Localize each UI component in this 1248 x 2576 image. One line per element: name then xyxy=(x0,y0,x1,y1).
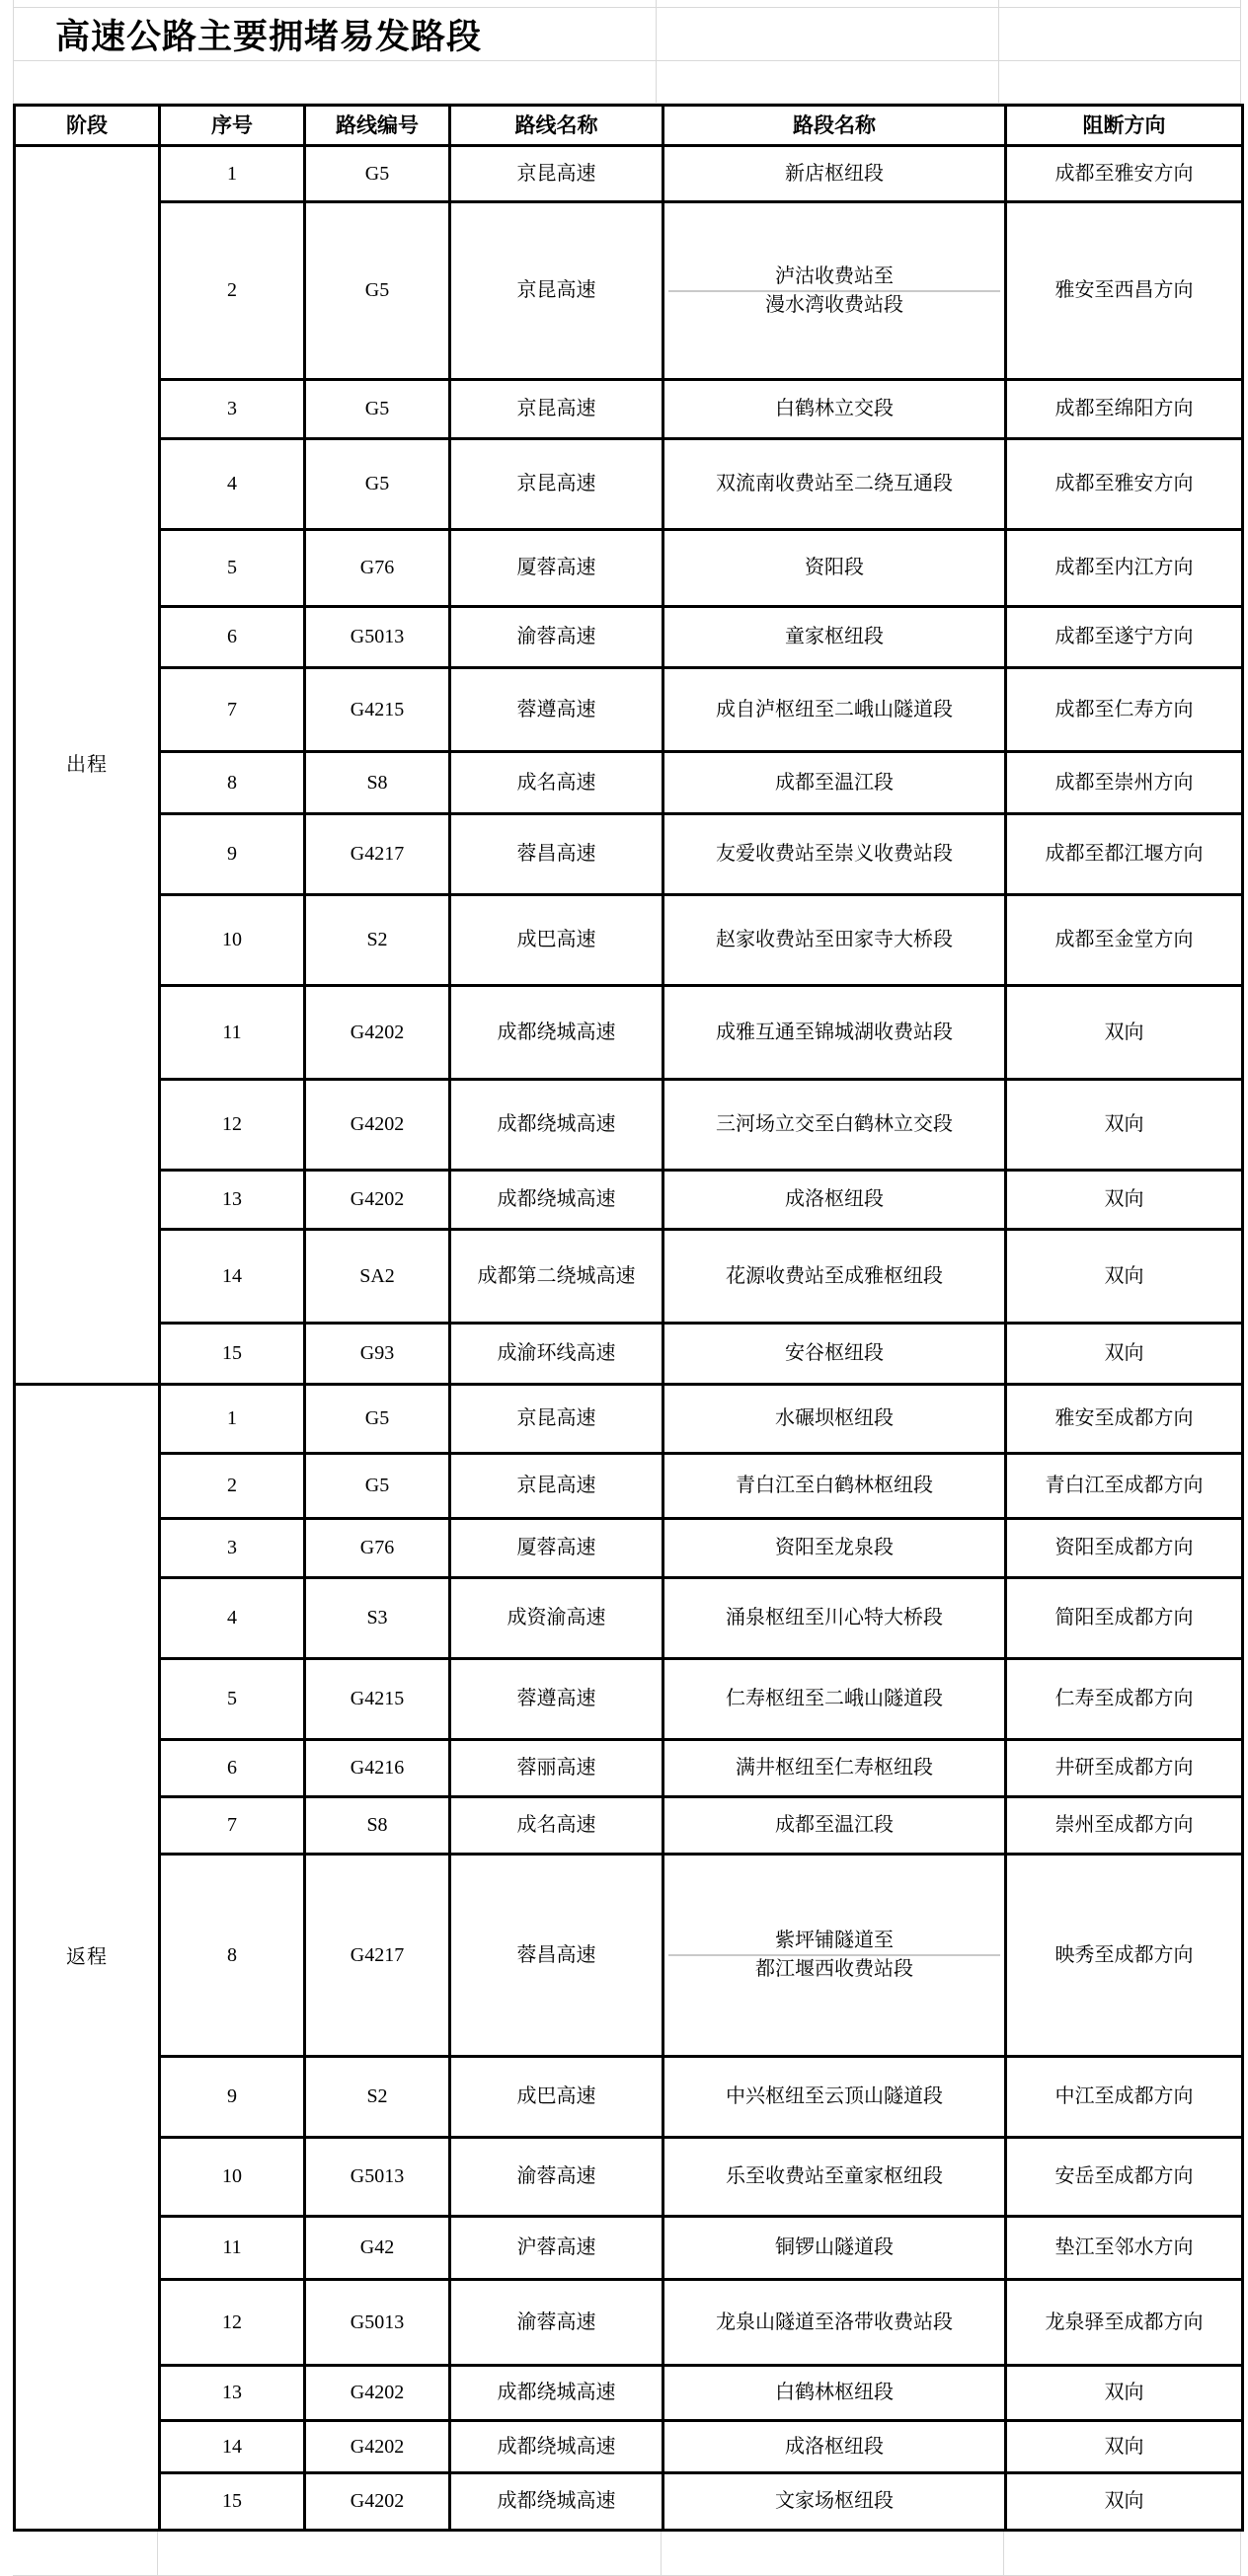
route-name-cell: 成都第二绕城高速 xyxy=(450,1230,663,1324)
bottom-grid-strip xyxy=(13,2532,1241,2576)
direction-cell: 双向 xyxy=(1006,1171,1243,1230)
direction-cell: 成都至内江方向 xyxy=(1006,530,1243,607)
table-row xyxy=(15,1385,1243,1454)
table-row xyxy=(15,986,1243,1080)
seq-cell: 7 xyxy=(160,668,305,752)
route-code-cell: SA2 xyxy=(305,1230,450,1324)
route-code-cell: G4202 xyxy=(305,1171,450,1230)
route-code-cell: S3 xyxy=(305,1578,450,1659)
route-code-cell: G4215 xyxy=(305,1659,450,1740)
seq-cell: 8 xyxy=(160,1855,305,2057)
route-name-cell: 成渝环线高速 xyxy=(450,1324,663,1385)
table-row xyxy=(15,2280,1243,2366)
route-name-cell: 成都绕城高速 xyxy=(450,986,663,1080)
title-cell xyxy=(13,8,657,61)
route-name-cell: 蓉昌高速 xyxy=(450,1855,663,2057)
route-code-cell: G5 xyxy=(305,146,450,202)
direction-cell: 雅安至成都方向 xyxy=(1006,1385,1243,1454)
route-name-cell: 京昆高速 xyxy=(450,1385,663,1454)
route-name-cell: 京昆高速 xyxy=(450,146,663,202)
seq-cell: 11 xyxy=(160,2217,305,2280)
route-name-cell: 成都绕城高速 xyxy=(450,1171,663,1230)
direction-cell: 仁寿至成都方向 xyxy=(1006,1659,1243,1740)
segment-part: 漫水湾收费站段 xyxy=(765,293,903,316)
gridline xyxy=(1003,2532,1004,2575)
direction-cell: 双向 xyxy=(1006,1080,1243,1171)
table-row xyxy=(15,1454,1243,1519)
table-row xyxy=(15,2366,1243,2421)
table-row xyxy=(15,1230,1243,1324)
route-code-cell: G4217 xyxy=(305,814,450,895)
route-code-cell: G5013 xyxy=(305,2138,450,2217)
top-grid-strip xyxy=(13,0,1241,8)
segment-cell: 仁寿枢纽至二峨山隧道段 xyxy=(663,1659,1006,1740)
segment-cell: 双流南收费站至二绕互通段 xyxy=(663,439,1006,530)
grid-cell xyxy=(13,0,657,8)
route-code-cell: G4202 xyxy=(305,2366,450,2421)
table-row xyxy=(15,2421,1243,2473)
direction-cell: 崇州至成都方向 xyxy=(1006,1797,1243,1855)
route-name-cell: 沪蓉高速 xyxy=(450,2217,663,2280)
seq-cell: 10 xyxy=(160,2138,305,2217)
seq-cell: 15 xyxy=(160,2473,305,2531)
stage-cell: 出程 xyxy=(15,146,160,1385)
segment-part: 紫坪铺隧道至 xyxy=(775,1930,894,1951)
segment-part: 都江堰西收费站段 xyxy=(755,1958,913,1980)
seq-cell: 7 xyxy=(160,1797,305,1855)
direction-cell: 垫江至邻水方向 xyxy=(1006,2217,1243,2280)
seq-cell: 3 xyxy=(160,380,305,439)
route-name-cell: 蓉遵高速 xyxy=(450,1659,663,1740)
route-code-cell: G5 xyxy=(305,439,450,530)
direction-cell: 成都至雅安方向 xyxy=(1006,146,1243,202)
route-code-cell: G5 xyxy=(305,1385,450,1454)
direction-cell: 双向 xyxy=(1006,2421,1243,2473)
route-code-cell: S2 xyxy=(305,2057,450,2138)
route-code-cell: S2 xyxy=(305,895,450,986)
table-row xyxy=(15,2473,1243,2531)
table-row xyxy=(15,2217,1243,2280)
table-row xyxy=(15,1519,1243,1578)
segment-cell: 花源收费站至成雅枢纽段 xyxy=(663,1230,1006,1324)
seq-cell: 12 xyxy=(160,1080,305,1171)
route-name-cell: 成都绕城高速 xyxy=(450,1080,663,1171)
table-row xyxy=(15,1740,1243,1797)
table-row xyxy=(15,1797,1243,1855)
grid-cell xyxy=(13,61,657,104)
route-name-cell: 蓉昌高速 xyxy=(450,814,663,895)
segment-cell: 涌泉枢纽至川心特大桥段 xyxy=(663,1578,1006,1659)
table-row xyxy=(15,146,1243,202)
route-name-cell: 蓉遵高速 xyxy=(450,668,663,752)
direction-cell: 双向 xyxy=(1006,986,1243,1080)
seq-cell: 3 xyxy=(160,1519,305,1578)
direction-cell: 成都至仁寿方向 xyxy=(1006,668,1243,752)
segment-cell: 新店枢纽段 xyxy=(663,146,1006,202)
segment-part: 泸沽收费站至 xyxy=(775,265,894,287)
seq-cell: 13 xyxy=(160,1171,305,1230)
split-segment xyxy=(668,264,1000,319)
segment-cell: 童家枢纽段 xyxy=(663,607,1006,668)
seq-cell: 9 xyxy=(160,814,305,895)
table-row xyxy=(15,607,1243,668)
seq-cell: 4 xyxy=(160,1578,305,1659)
direction-cell: 成都至雅安方向 xyxy=(1006,439,1243,530)
segment-cell: 成都至温江段 xyxy=(663,1797,1006,1855)
segment-cell-split xyxy=(663,202,1006,380)
route-name-cell: 成巴高速 xyxy=(450,2057,663,2138)
gridline xyxy=(1240,2532,1241,2575)
route-code-cell: G5013 xyxy=(305,2280,450,2366)
seq-cell: 13 xyxy=(160,2366,305,2421)
direction-cell: 映秀至成都方向 xyxy=(1006,1855,1243,2057)
seq-cell: 2 xyxy=(160,202,305,380)
segment-cell: 青白江至白鹤林枢纽段 xyxy=(663,1454,1006,1519)
seq-cell: 5 xyxy=(160,1659,305,1740)
grid-cell xyxy=(657,61,999,104)
table-row xyxy=(15,530,1243,607)
page-title: 高速公路主要拥堵易发路段 xyxy=(55,17,483,56)
table-row xyxy=(15,1080,1243,1171)
route-code-cell: G5 xyxy=(305,380,450,439)
table-row xyxy=(15,895,1243,986)
direction-cell: 青白江至成都方向 xyxy=(1006,1454,1243,1519)
route-code-cell: G4202 xyxy=(305,986,450,1080)
grid-cell xyxy=(999,8,1241,61)
table-row xyxy=(15,1659,1243,1740)
table-row xyxy=(15,1171,1243,1230)
seq-cell: 11 xyxy=(160,986,305,1080)
segment-cell: 成洛枢纽段 xyxy=(663,2421,1006,2473)
segment-cell: 成自泸枢纽至二峨山隧道段 xyxy=(663,668,1006,752)
grid-cell xyxy=(657,0,999,8)
route-name-cell: 渝蓉高速 xyxy=(450,607,663,668)
route-code-cell: G4216 xyxy=(305,1740,450,1797)
route-name-cell: 京昆高速 xyxy=(450,439,663,530)
table-row xyxy=(15,2057,1243,2138)
seq-cell: 1 xyxy=(160,146,305,202)
segment-cell: 铜锣山隧道段 xyxy=(663,2217,1006,2280)
segment-cell: 水碾坝枢纽段 xyxy=(663,1385,1006,1454)
gridline xyxy=(661,2532,662,2575)
table-row xyxy=(15,202,1243,380)
direction-cell: 成都至金堂方向 xyxy=(1006,895,1243,986)
table-header xyxy=(15,106,1243,146)
direction-cell: 中江至成都方向 xyxy=(1006,2057,1243,2138)
direction-cell: 成都至遂宁方向 xyxy=(1006,607,1243,668)
seq-cell: 15 xyxy=(160,1324,305,1385)
stage-cell: 返程 xyxy=(15,1385,160,2531)
segment-cell: 成洛枢纽段 xyxy=(663,1171,1006,1230)
segment-cell: 成都至温江段 xyxy=(663,752,1006,814)
segment-cell: 龙泉山隧道至洛带收费站段 xyxy=(663,2280,1006,2366)
table-body xyxy=(15,146,1243,2531)
column-header-direction: 阻断方向 xyxy=(1006,106,1243,146)
grid-cell xyxy=(657,8,999,61)
header-row xyxy=(15,106,1243,146)
segment-cell: 安谷枢纽段 xyxy=(663,1324,1006,1385)
route-name-cell: 渝蓉高速 xyxy=(450,2138,663,2217)
seq-cell: 2 xyxy=(160,1454,305,1519)
seq-cell: 9 xyxy=(160,2057,305,2138)
route-name-cell: 渝蓉高速 xyxy=(450,2280,663,2366)
route-name-cell: 京昆高速 xyxy=(450,1454,663,1519)
table-row xyxy=(15,814,1243,895)
direction-cell: 双向 xyxy=(1006,2366,1243,2421)
gridline xyxy=(157,2532,158,2575)
column-header-code: 路线编号 xyxy=(305,106,450,146)
spacer-row xyxy=(13,61,1241,104)
route-name-cell: 成名高速 xyxy=(450,752,663,814)
route-name-cell: 成资渝高速 xyxy=(450,1578,663,1659)
direction-cell: 资阳至成都方向 xyxy=(1006,1519,1243,1578)
direction-cell: 双向 xyxy=(1006,1324,1243,1385)
segment-cell: 文家场枢纽段 xyxy=(663,2473,1006,2531)
route-code-cell: G76 xyxy=(305,530,450,607)
route-code-cell: G5013 xyxy=(305,607,450,668)
direction-cell: 雅安至西昌方向 xyxy=(1006,202,1243,380)
route-code-cell: G4202 xyxy=(305,2473,450,2531)
seq-cell: 1 xyxy=(160,1385,305,1454)
route-code-cell: S8 xyxy=(305,752,450,814)
segment-cell: 成雅互通至锦城湖收费站段 xyxy=(663,986,1006,1080)
table-row xyxy=(15,439,1243,530)
congestion-table xyxy=(13,104,1244,2532)
route-name-cell: 成都绕城高速 xyxy=(450,2421,663,2473)
route-name-cell: 成巴高速 xyxy=(450,895,663,986)
table-row xyxy=(15,1324,1243,1385)
route-code-cell: G5 xyxy=(305,1454,450,1519)
direction-cell: 简阳至成都方向 xyxy=(1006,1578,1243,1659)
route-code-cell: G4215 xyxy=(305,668,450,752)
column-header-segment: 路段名称 xyxy=(663,106,1006,146)
table-row xyxy=(15,1578,1243,1659)
segment-cell: 赵家收费站至田家寺大桥段 xyxy=(663,895,1006,986)
column-header-stage: 阶段 xyxy=(15,106,160,146)
table-row xyxy=(15,752,1243,814)
grid-cell xyxy=(999,0,1241,8)
direction-cell: 井研至成都方向 xyxy=(1006,1740,1243,1797)
table-row xyxy=(15,668,1243,752)
table-row xyxy=(15,380,1243,439)
direction-cell: 成都至都江堰方向 xyxy=(1006,814,1243,895)
seq-cell: 6 xyxy=(160,607,305,668)
direction-cell: 成都至绵阳方向 xyxy=(1006,380,1243,439)
segment-cell: 中兴枢纽至云顶山隧道段 xyxy=(663,2057,1006,2138)
route-name-cell: 成名高速 xyxy=(450,1797,663,1855)
route-name-cell: 京昆高速 xyxy=(450,202,663,380)
seq-cell: 12 xyxy=(160,2280,305,2366)
seq-cell: 6 xyxy=(160,1740,305,1797)
seq-cell: 10 xyxy=(160,895,305,986)
route-code-cell: G4217 xyxy=(305,1855,450,2057)
route-code-cell: G5 xyxy=(305,202,450,380)
segment-cell: 友爱收费站至崇义收费站段 xyxy=(663,814,1006,895)
route-name-cell: 厦蓉高速 xyxy=(450,1519,663,1578)
route-code-cell: G76 xyxy=(305,1519,450,1578)
direction-cell: 龙泉驿至成都方向 xyxy=(1006,2280,1243,2366)
segment-cell-split xyxy=(663,1855,1006,2057)
seq-cell: 8 xyxy=(160,752,305,814)
direction-cell: 成都至崇州方向 xyxy=(1006,752,1243,814)
title-row xyxy=(13,8,1241,61)
grid-cell xyxy=(999,61,1241,104)
route-code-cell: G4202 xyxy=(305,1080,450,1171)
table-row xyxy=(15,1855,1243,2057)
table-row xyxy=(15,2138,1243,2217)
route-code-cell: G93 xyxy=(305,1324,450,1385)
route-name-cell: 蓉丽高速 xyxy=(450,1740,663,1797)
route-name-cell: 成都绕城高速 xyxy=(450,2473,663,2531)
segment-cell: 满井枢纽至仁寿枢纽段 xyxy=(663,1740,1006,1797)
seq-cell: 14 xyxy=(160,2421,305,2473)
route-code-cell: S8 xyxy=(305,1797,450,1855)
route-code-cell: G4202 xyxy=(305,2421,450,2473)
seq-cell: 14 xyxy=(160,1230,305,1324)
seq-cell: 4 xyxy=(160,439,305,530)
direction-cell: 安岳至成都方向 xyxy=(1006,2138,1243,2217)
segment-cell: 三河场立交至白鹤林立交段 xyxy=(663,1080,1006,1171)
direction-cell: 双向 xyxy=(1006,1230,1243,1324)
route-name-cell: 京昆高速 xyxy=(450,380,663,439)
direction-cell: 双向 xyxy=(1006,2473,1243,2531)
column-header-seq: 序号 xyxy=(160,106,305,146)
split-segment xyxy=(668,1928,1000,1983)
segment-cell: 白鹤林枢纽段 xyxy=(663,2366,1006,2421)
seq-cell: 5 xyxy=(160,530,305,607)
segment-cell: 乐至收费站至童家枢纽段 xyxy=(663,2138,1006,2217)
segment-cell: 白鹤林立交段 xyxy=(663,380,1006,439)
segment-cell: 资阳至龙泉段 xyxy=(663,1519,1006,1578)
route-code-cell: G42 xyxy=(305,2217,450,2280)
segment-cell: 资阳段 xyxy=(663,530,1006,607)
route-name-cell: 成都绕城高速 xyxy=(450,2366,663,2421)
route-name-cell: 厦蓉高速 xyxy=(450,530,663,607)
column-header-route: 路线名称 xyxy=(450,106,663,146)
